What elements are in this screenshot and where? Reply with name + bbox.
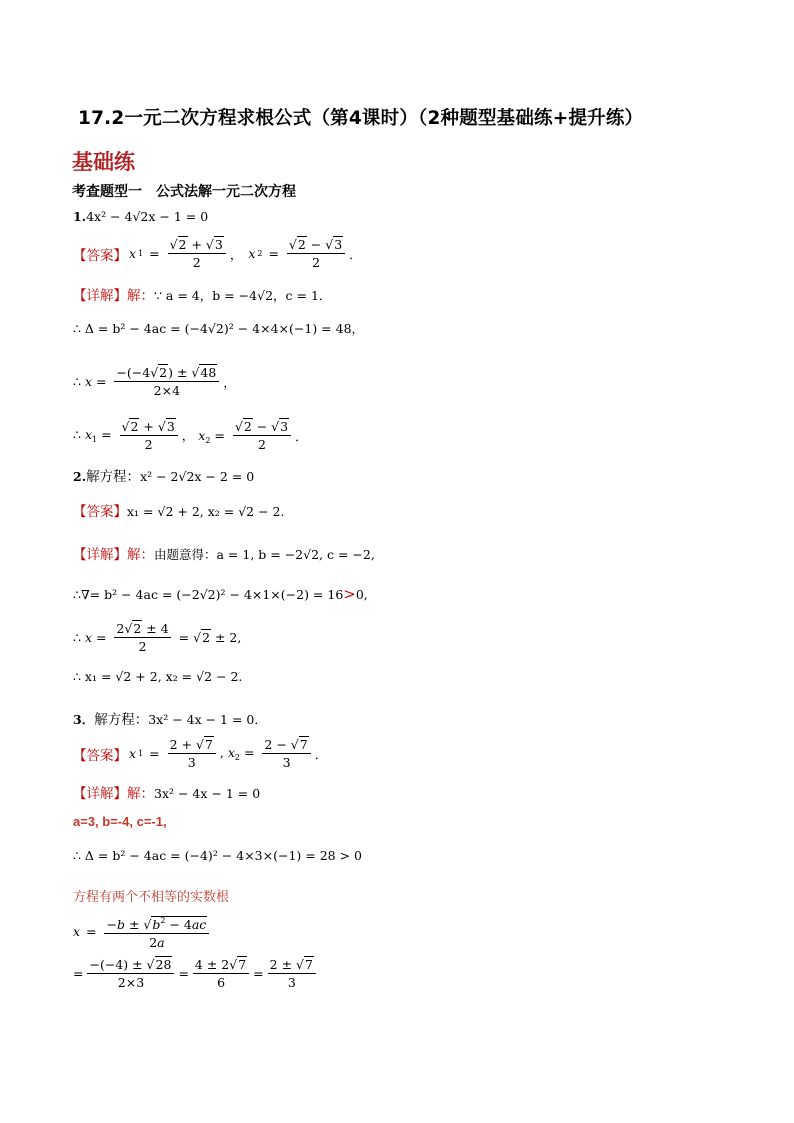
delta-expression: ∴∇= b² − 4ac = (−2√2)² − 4×1×(−2) = 16 — [73, 587, 344, 602]
detail-tag: 【详解】 — [73, 547, 127, 563]
q1-roots: ∴ $x_1$ = $\frac{√2 + √3}{2}$ ， $x_2$ = $\frac{√2 - √3}{2}$ ． — [73, 419, 308, 452]
q2-detail — [73, 543, 375, 563]
question-number: 3． — [73, 712, 95, 727]
answer-tag: 【答案】 — [73, 504, 127, 520]
section-heading: 基础练 — [72, 150, 135, 174]
answer-text: x₁ = √2 + 2, x₂ = √2 − 2. — [127, 504, 285, 519]
q3-delta: ∴ Δ = b² − 4ac = (−4)² − 4×3×(−1) = 28 > 0 — [73, 848, 362, 863]
subsection-heading: 考查题型一 公式法解一元二次方程 — [72, 184, 296, 200]
q3-equation: 3x² − 4x − 1 = 0 — [154, 786, 261, 801]
jie-label: 解： — [127, 547, 154, 563]
question-2 — [73, 465, 254, 485]
question-number: 1. — [73, 209, 87, 224]
question-equation: 3x² − 4x − 1 = 0． — [148, 712, 267, 727]
q3-detail — [73, 782, 260, 802]
q2-formula: ∴ x = $\frac{2√2 \pm 4}{2}$ = √2 ± 2, — [73, 621, 242, 654]
q1-detail — [73, 284, 331, 304]
question-equation: 4x² − 4√2x − 1 = 0 — [86, 209, 209, 224]
q3-answer: 【答案】 x 1 = $\frac{2 + √7}{3}$ , $x_2$ = $\frac{2 - √7}{3}$ ． — [73, 737, 328, 770]
question-prompt: 解方程： — [94, 712, 149, 728]
question-3 — [73, 708, 267, 728]
q2-given: 由题意得：a = 1, b = −2√2, c = −2, — [154, 547, 375, 562]
question-1 — [73, 209, 208, 224]
q1-formula: ∴ x = $\frac{-(-4√2) \pm √48}{2\times 4}$ ， — [73, 365, 236, 398]
q1-delta: ∴ Δ = b² − 4ac = (−4√2)² − 4×4×(−1) = 48， — [73, 321, 365, 336]
q2-delta: ∴∇= b² − 4ac = (−2√2)² − 4×1×(−2) = 16>0, — [73, 585, 368, 603]
detail-tag: 【详解】 — [73, 786, 127, 802]
question-equation: x² − 2√2x − 2 = 0 — [140, 469, 255, 484]
q3-calculation: = $\frac{-(-4) \pm √28}{2\times 3}$ = $\frac{4 \pm 2√7}{6}$ = $\frac{2 \pm √7}{3}$ — [73, 956, 318, 991]
q1-given: ∵ a = 4，b = −4√2，c = 1． — [154, 288, 332, 303]
q1-answer: 【答案】 x 1 = $\frac{√2 + √3}{2}$ ， x 2 = $\frac{√2 - √3}{2}$ ． — [73, 237, 362, 270]
q3-note: 方程有两个不相等的实数根 — [73, 890, 230, 905]
detail-tag: 【详解】 — [73, 288, 127, 304]
q2-answer — [73, 500, 284, 520]
jie-label: 解： — [127, 288, 154, 304]
q3-formula: x = $\frac{-b \pm √b^2 - 4ac}{2a}$ — [73, 912, 211, 951]
question-number: 2. — [73, 469, 87, 484]
jie-label: 解： — [127, 786, 154, 802]
q2-roots: ∴ x₁ = √2 + 2, x₂ = √2 − 2. — [73, 669, 243, 684]
q3-coefficients: a=3, b=-4, c=-1, — [73, 814, 167, 829]
answer-tag: 【答案】 — [73, 247, 127, 264]
page-title: 17.2一元二次方程求根公式（第4课时）（2种题型基础练+提升练） — [78, 108, 644, 129]
delta-tail: 0, — [355, 587, 368, 602]
answer-tag: 【答案】 — [73, 747, 127, 764]
question-prompt: 解方程： — [86, 469, 141, 485]
